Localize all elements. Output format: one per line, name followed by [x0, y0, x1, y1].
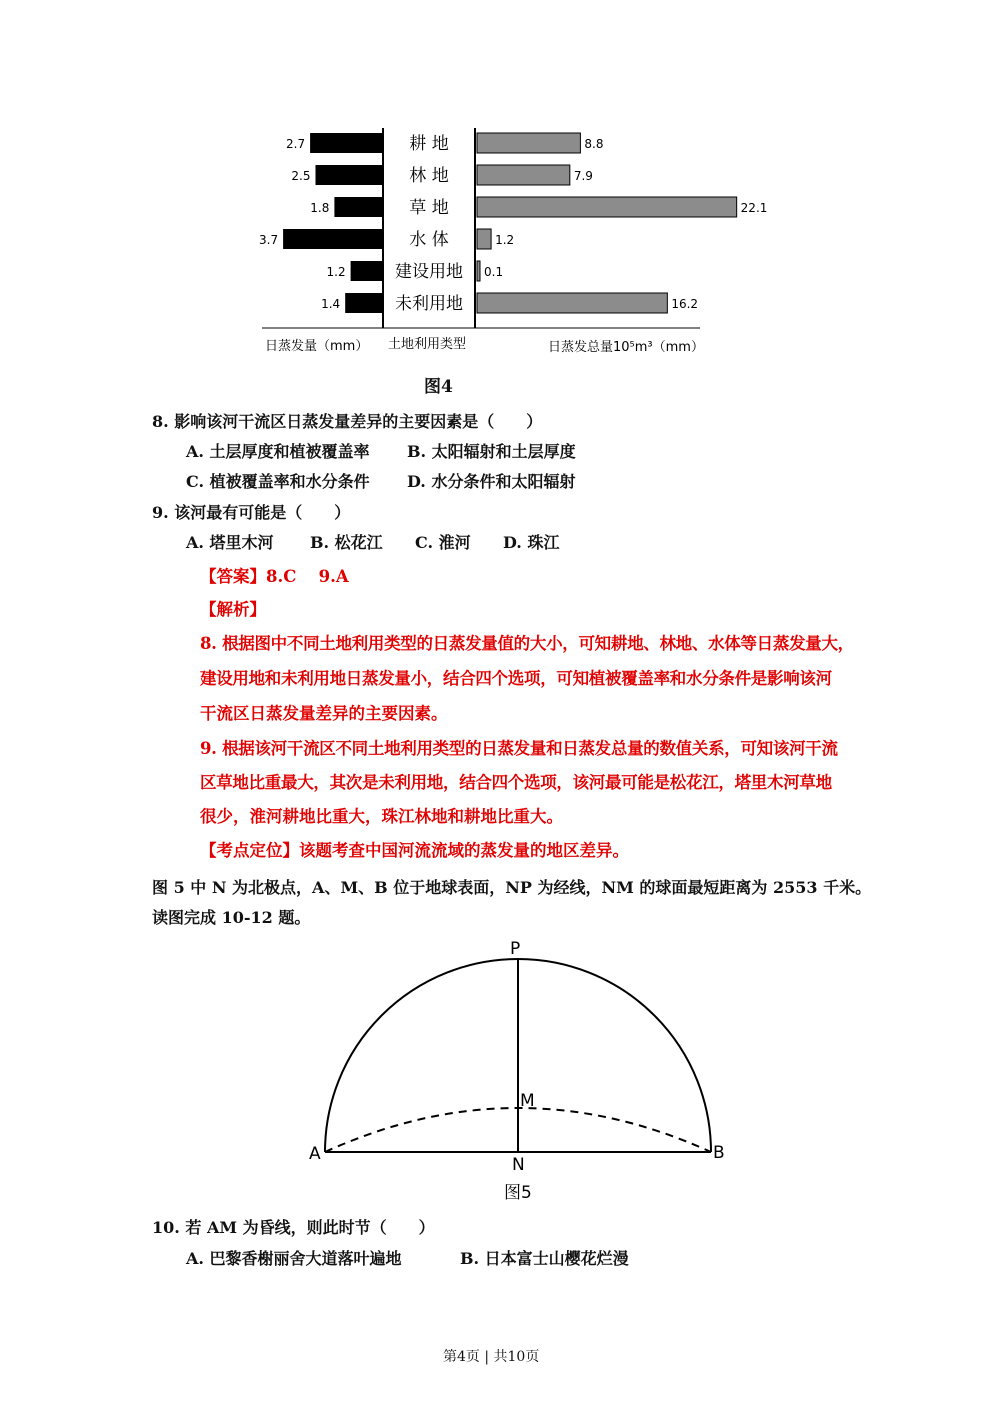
right-bar: [477, 261, 480, 281]
explanation-8-line2: 建设用地和未利用地日蒸发量小，结合四个选项，可知植被覆盖率和水分条件是影响该河: [200, 669, 832, 688]
explanation-9-line1: 9. 根据该河干流区不同土地利用类型的日蒸发量和日蒸发总量的数值关系，可知该河干流: [200, 739, 838, 758]
category-label: 林 地: [409, 166, 449, 186]
left-bar: [283, 229, 383, 249]
explanation-9-line3: 很少，淮河耕地比重大，珠江林地和耕地比重大。: [200, 807, 563, 826]
category-label: 未利用地: [395, 294, 463, 314]
category-label: 建设用地: [395, 262, 463, 282]
label-p: P: [510, 939, 521, 959]
left-bar-value: 1.4: [321, 297, 341, 311]
q8-option-b: B. 太阳辐射和土层厚度: [407, 442, 576, 461]
q9-stem: 9. 该河最有可能是（ ）: [152, 503, 351, 522]
right-bar: [477, 165, 570, 185]
left-bar: [334, 197, 383, 217]
left-bar: [351, 261, 383, 281]
q8-stem: 8. 影响该河干流区日蒸发量差异的主要因素是（ ）: [152, 412, 543, 431]
right-bar-value: 7.9: [573, 169, 593, 183]
right-bar-value: 8.8: [584, 137, 604, 151]
q10-stem: 10. 若 AM 为昏线，则此时节（ ）: [152, 1218, 435, 1237]
analysis-title: 【解析】: [200, 600, 266, 619]
q9-option-a: A. 塔里木河: [186, 533, 274, 552]
q9-option-b: B. 松花江: [310, 533, 383, 552]
intro-line1: 图 5 中 N 为北极点，A、M、B 位于地球表面，NP 为经线，NM 的球面最短距离为 2553 千米。: [152, 878, 872, 897]
right-bar-value: 1.2: [495, 233, 515, 247]
left-bar: [310, 133, 383, 153]
label-n: N: [512, 1155, 525, 1175]
right-axis-label: 日蒸发总量10⁵m³（mm）: [548, 340, 704, 355]
figure5-diagram: [0, 930, 1000, 1210]
q8-option-c: C. 植被覆盖率和水分条件: [186, 472, 370, 491]
right-bar: [477, 293, 667, 313]
right-bar: [477, 133, 580, 153]
figure4-caption: 图4: [424, 377, 453, 397]
intro-line2: 读图完成 10-12 题。: [152, 908, 311, 927]
left-bar-value: 1.2: [326, 265, 346, 279]
label-b: B: [713, 1143, 725, 1163]
center-axis-label: 土地利用类型: [388, 337, 467, 352]
left-bar-value: 2.5: [291, 169, 311, 183]
q10-option-b: B. 日本富士山樱花烂漫: [460, 1249, 629, 1268]
left-bar: [316, 165, 384, 185]
left-bar-value: 3.7: [259, 233, 279, 247]
explanation-9-line2: 区草地比重最大，其次是未利用地，结合四个选项，该河最可能是松花江，塔里木河草地: [200, 773, 832, 792]
q9-option-c: C. 淮河: [415, 533, 471, 552]
right-bar: [477, 197, 737, 217]
right-bar: [477, 229, 491, 249]
explanation-8-line1: 8. 根据图中不同土地利用类型的日蒸发量值的大小，可知耕地、林地、水体等日蒸发量大，: [200, 634, 854, 653]
q8-option-a: A. 土层厚度和植被覆盖率: [186, 442, 370, 461]
right-bar-value: 16.2: [671, 297, 699, 311]
right-bar-value: 22.1: [740, 201, 768, 215]
left-bar: [345, 293, 383, 313]
q9-option-d: D. 珠江: [503, 533, 560, 552]
q8-option-d: D. 水分条件和太阳辐射: [407, 472, 576, 491]
left-bar-value: 2.7: [286, 137, 306, 151]
left-bar-value: 1.8: [310, 201, 330, 215]
category-label: 水 体: [409, 230, 449, 250]
figure5-caption: 图5: [504, 1183, 532, 1203]
q10-option-a: A. 巴黎香榭丽舍大道落叶遍地: [186, 1249, 402, 1268]
figure4-chart: [0, 0, 1000, 400]
page-footer: 第4页 | 共10页: [443, 1349, 540, 1365]
right-bar-value: 0.1: [484, 265, 504, 279]
category-label: 草 地: [409, 198, 449, 218]
label-a: A: [309, 1144, 321, 1164]
label-m: M: [520, 1091, 535, 1111]
left-axis-label: 日蒸发量（mm）: [265, 339, 369, 354]
kaodian-line: 【考点定位】该题考查中国河流流域的蒸发量的地区差异。: [200, 841, 629, 860]
category-label: 耕 地: [409, 134, 449, 154]
explanation-8-line3: 干流区日蒸发量差异的主要因素。: [200, 704, 448, 723]
answer-line: 【答案】8.C 9.A: [200, 567, 349, 586]
